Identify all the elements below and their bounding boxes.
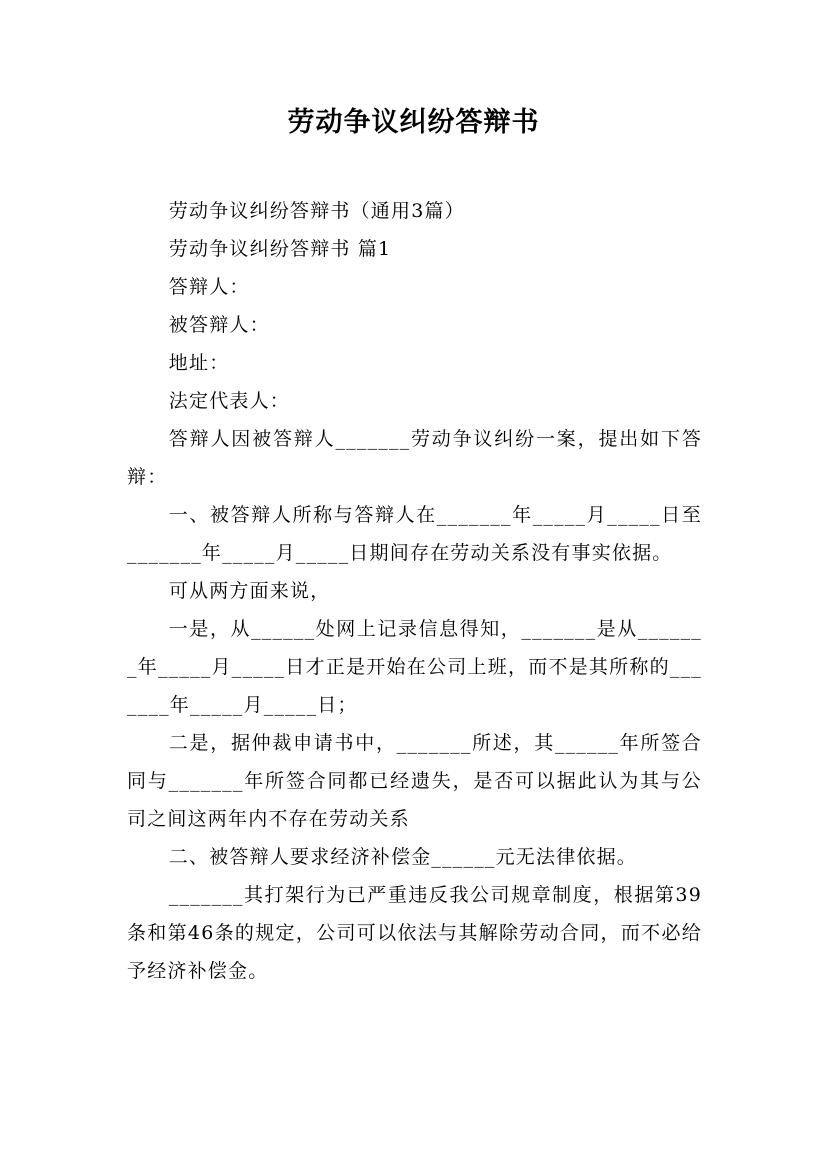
paragraph-intro: 答辩人因被答辩人_______劳动争议纠纷一案，提出如下答辩：: [127, 428, 702, 488]
paragraph-two-aspects: 可从两方面来说，: [168, 580, 331, 602]
paragraph-section-heading: 劳动争议纠纷答辩书 篇1: [168, 238, 392, 260]
paragraph-subtitle: 劳动争议纠纷答辩书（通用3篇）: [168, 200, 465, 222]
document-body: [127, 192, 702, 990]
paragraph-aspect-two: 二是，据仲裁申请书中，_______所述，其______年所签合同与_______年所签合同都已经遗失，是否可以据此认为其与公司之间这两年内不存在劳动关系: [127, 732, 702, 830]
paragraph-point-two: 二、被答辩人要求经济补偿金______元无法律依据。: [168, 846, 637, 868]
paragraph-point-one: 一、被答辩人所称与答辩人在_______年_____月_____日至_______年_____月_____日期间存在劳动关系没有事实依据。: [127, 504, 702, 564]
paragraph-respondent: 答辩人：: [168, 276, 250, 298]
paragraph-legal-representative: 法定代表人：: [168, 390, 290, 412]
paragraph-aspect-one: 一是，从______处网上记录信息得知，_______是从_______年_____月_____日才正是开始在公司上班，而不是其所称的_______年_____月_____日；: [127, 618, 702, 716]
paragraph-claimant: 被答辩人：: [168, 314, 270, 336]
paragraph-address: 地址：: [168, 352, 230, 374]
paragraph-conclusion: _______其打架行为已严重违反我公司规章制度，根据第39条和第46条的规定，公司可以依法与其解除劳动合同，而不必给予经济补偿金。: [127, 884, 702, 982]
document-title: 劳动争议纠纷答辩书: [287, 107, 540, 138]
